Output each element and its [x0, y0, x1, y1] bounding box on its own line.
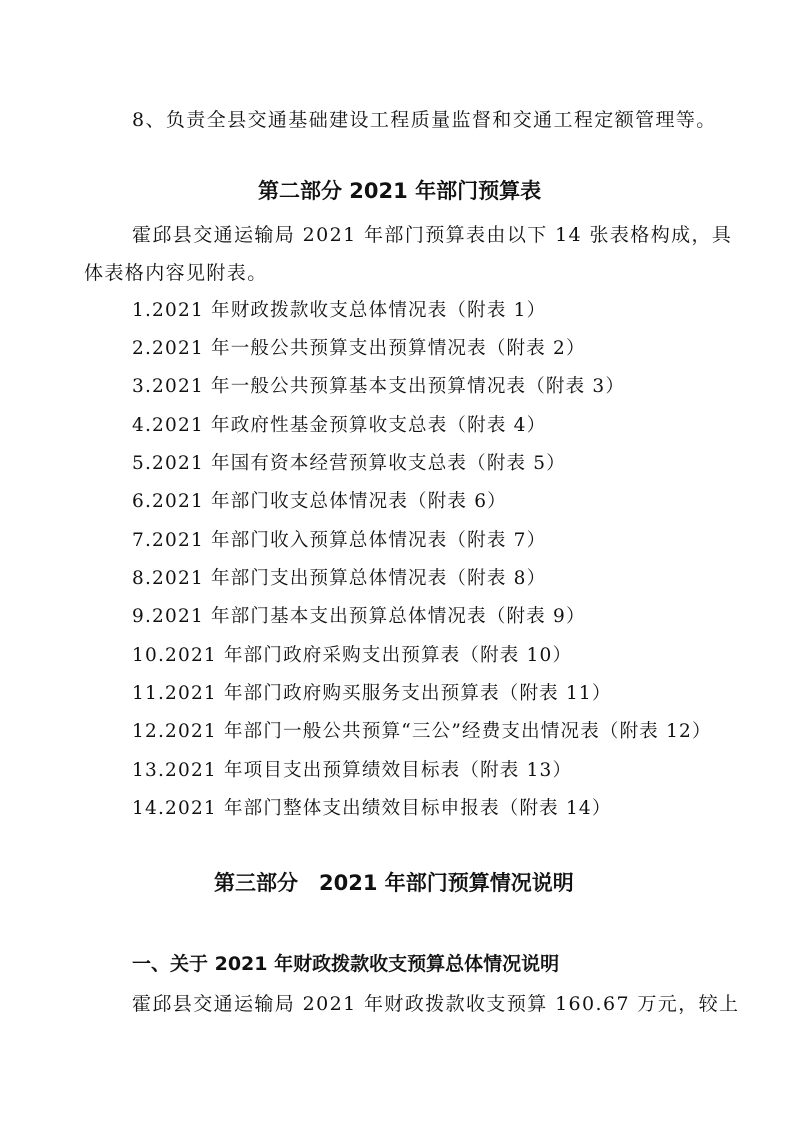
list-item: 1.2021 年财政拨款收支总体情况表（附表 1）: [132, 300, 547, 321]
list-item: 13.2021 年项目支出预算绩效目标表（附表 13）: [132, 760, 573, 781]
list-item: 14.2021 年部门整体支出绩效目标申报表（附表 14）: [132, 798, 612, 819]
list-item: 2.2021 年一般公共预算支出预算情况表（附表 2）: [132, 338, 586, 359]
list-item: 4.2021 年政府性基金预算收支总表（附表 4）: [132, 415, 547, 436]
list-item: 12.2021 年部门一般公共预算“三公”经费支出情况表（附表 12）: [132, 721, 712, 742]
part2-title: 第二部分 2021 年部门预算表: [258, 179, 542, 203]
section1-paragraph-line1: 霍邱县交通运输局 2021 年财政拨款收支预算 160.67 万元，较上: [132, 993, 740, 1015]
section1-title: 一、关于 2021 年财政拨款收支预算总体情况说明: [132, 953, 560, 975]
part2-intro-line1: 霍邱县交通运输局 2021 年部门预算表由以下 14 张表格构成，具: [132, 224, 733, 246]
part3-title: 第三部分 2021 年部门预算情况说明: [214, 871, 574, 895]
list-item: 10.2021 年部门政府采购支出预算表（附表 10）: [132, 645, 573, 666]
duty-item-8: 8、负责全县交通基础建设工程质量监督和交通工程定额管理等。: [132, 109, 717, 131]
list-item: 8.2021 年部门支出预算总体情况表（附表 8）: [132, 568, 547, 589]
list-item: 9.2021 年部门基本支出预算总体情况表（附表 9）: [132, 606, 586, 627]
list-item: 7.2021 年部门收入预算总体情况表（附表 7）: [132, 530, 547, 551]
part2-intro-line2: 体表格内容见附表。: [84, 262, 268, 284]
list-item: 3.2021 年一般公共预算基本支出预算情况表（附表 3）: [132, 376, 626, 397]
list-item: 11.2021 年部门政府购买服务支出预算表（附表 11）: [132, 683, 612, 704]
list-item: 5.2021 年国有资本经营预算收支总表（附表 5）: [132, 453, 566, 474]
list-item: 6.2021 年部门收支总体情况表（附表 6）: [132, 491, 507, 512]
